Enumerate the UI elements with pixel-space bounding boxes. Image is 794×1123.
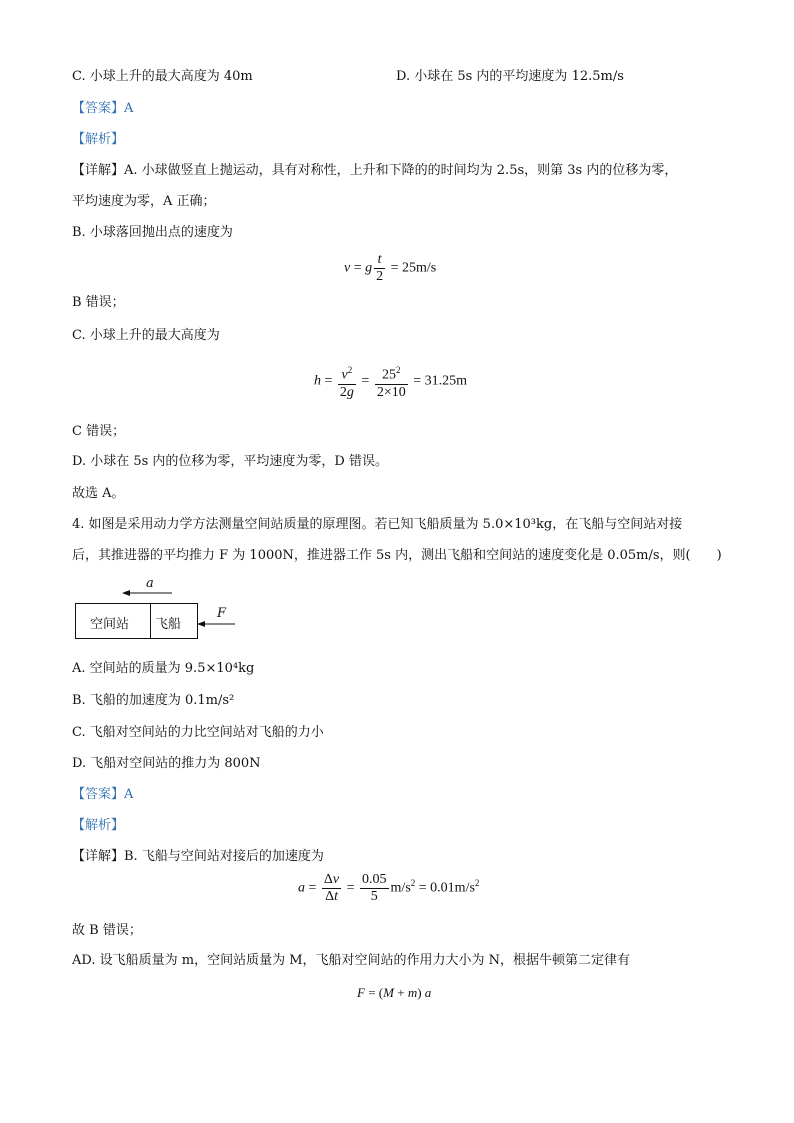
option-c: C. 飞船对空间站的力比空间站对飞船的力小	[72, 725, 324, 740]
formula-acceleration: a = $\frac{\Delta v}{\Delta t}$ = $\frac{0.05}{5}$ $m/s^2 = 0.01m/s^2$	[298, 872, 480, 904]
detail-text-cont: 平均速度为零，A 正确；	[72, 194, 216, 209]
option-a: A. 空间站的质量为 9.5×10⁴kg	[72, 661, 255, 676]
choose-a: 故选 A。	[72, 486, 125, 501]
space-station-label: 空间站	[90, 617, 130, 632]
formula-height: h = $\frac{v^2}{2g}$ = $\frac{25^2}{2\times 10}$ = 31.25m	[314, 362, 467, 401]
formula-velocity: v = g $\frac{t}{2}$ = 25m/s	[344, 252, 437, 284]
question-4-line2: 后，其推进器的平均推力 F 为 1000N，推进器工作 5s 内，测出飞船和空间站的速度变化是 0.05m/s，则( )	[72, 548, 722, 563]
formula-newton: F = (M + m) a	[357, 985, 432, 1000]
analysis-label: 【解析】	[72, 132, 125, 147]
option-d: D. 飞船对空间站的推力为 800N	[72, 756, 261, 771]
option-b-analysis: B. 小球落回抛出点的速度为	[72, 225, 233, 240]
line-option-d: D. 小球在 5s 内的平均速度为 12.5m/s	[396, 69, 624, 84]
space-station-box	[75, 603, 151, 639]
spaceship-label: 飞船	[155, 617, 182, 632]
answer-label: 【答案】A	[72, 101, 134, 116]
b-wrong: B 错误；	[72, 295, 125, 310]
detail-text: 【详解】A. 小球做竖直上抛运动，具有对称性，上升和下降的的时间均为 2.5s，则第 3s 内的位移为零，	[72, 163, 678, 178]
acceleration-arrow	[122, 589, 174, 597]
ad-analysis: AD. 设飞船质量为 m，空间站质量为 M，飞船对空间站的作用力大小为 N，根据牛顿第二定律有	[72, 953, 631, 968]
b-wrong-2: 故 B 错误；	[72, 923, 142, 938]
option-b: B. 飞船的加速度为 0.1m/s²	[72, 693, 235, 708]
acceleration-arrow-label: a	[146, 576, 154, 591]
option-c-analysis: C. 小球上升的最大高度为	[72, 328, 220, 343]
analysis-label-2: 【解析】	[72, 818, 125, 833]
detail-text-2: 【详解】B. 飞船与空间站对接后的加速度为	[72, 849, 324, 864]
spaceship-box	[150, 603, 198, 639]
force-label: F	[217, 606, 227, 621]
line-option-c: C. 小球上升的最大高度为 40m	[72, 69, 253, 84]
question-4-line1: 4. 如图是采用动力学方法测量空间站质量的原理图。若已知飞船质量为 5.0×10³kg，在飞船与空间站对接	[72, 517, 683, 532]
c-wrong: C 错误；	[72, 424, 126, 439]
answer-label-2: 【答案】A	[72, 787, 134, 802]
option-d-analysis: D. 小球在 5s 内的位移为零，平均速度为零，D 错误。	[72, 454, 388, 469]
force-arrow	[197, 620, 237, 628]
